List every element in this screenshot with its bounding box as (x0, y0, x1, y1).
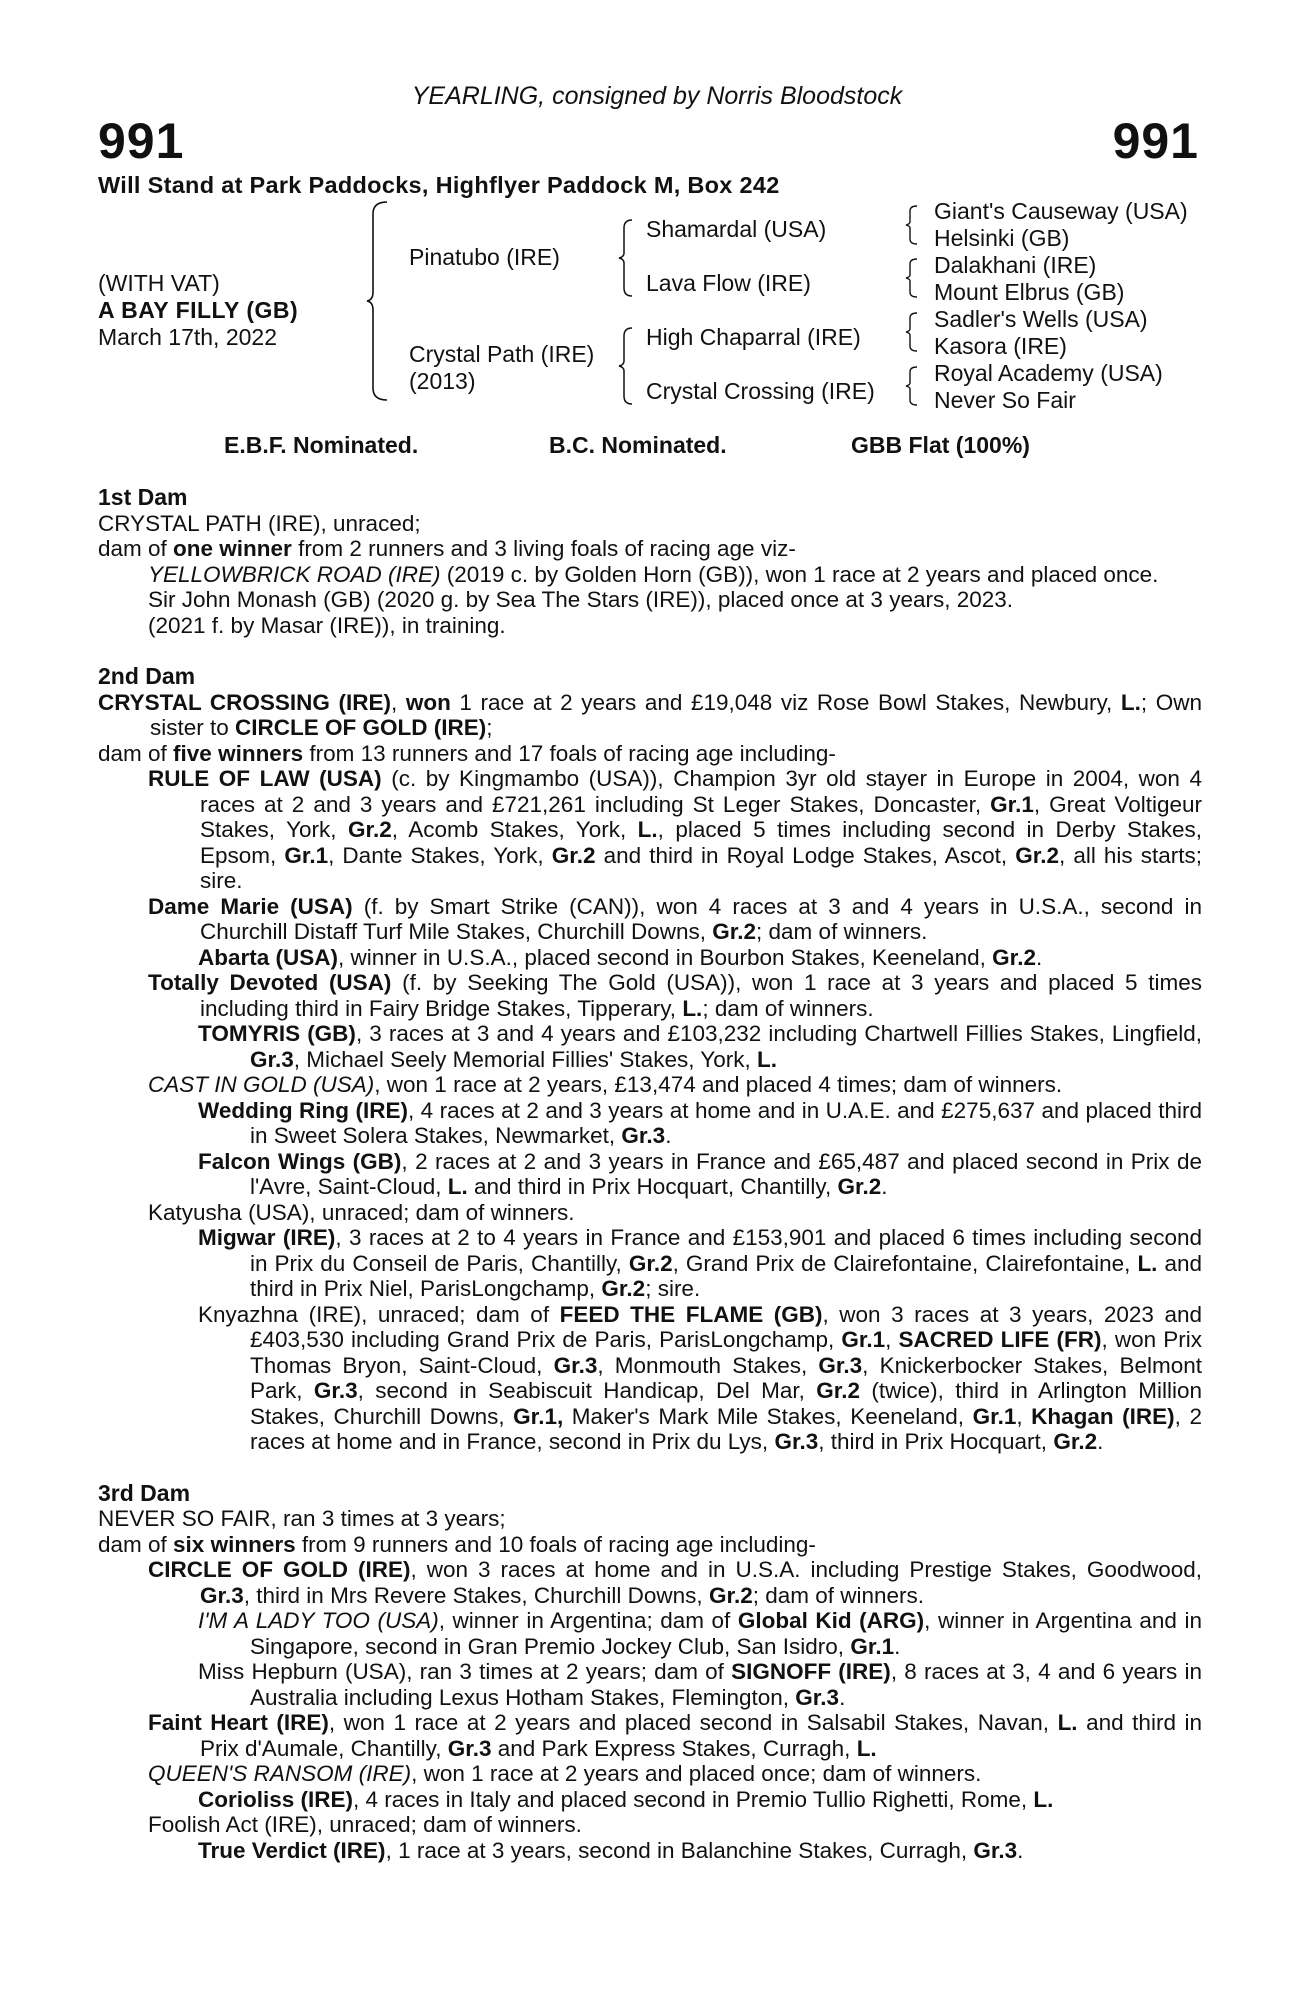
pedigree-brace-dam (617, 326, 635, 406)
gg-7: Royal Academy (USA) (934, 360, 1163, 386)
produce-entry: RULE OF LAW (USA) (c. by Kingmambo (USA)), Champion 3yr old stayer in Europe in 2004, won 4 races at 2 and 3 years and £721,261 including St Leger Stakes, Doncaster, Gr.1, Great Voltigeur Stakes, York, Gr.2, Acomb Stakes, York, L., placed 5 times including second in Derby Stakes, Epsom, Gr.1, Dante Stakes, York, Gr.2 and third in Royal Lodge Stakes, Ascot, Gr.2, all his starts; sire. (148, 766, 1202, 893)
dam-sire: High Chaparral (IRE) (646, 324, 861, 350)
brace-g1 (904, 204, 920, 246)
lot-number-right: 991 (1112, 113, 1199, 169)
gg-3: Dalakhani (IRE) (934, 252, 1097, 278)
gg-6: Kasora (IRE) (934, 333, 1067, 359)
first-dam-summary: dam of one winner from 2 runners and 3 living foals of racing age viz- (98, 536, 796, 561)
third-dam-heading: 3rd Dam (98, 1479, 191, 1506)
brace-g2 (904, 257, 920, 299)
third-dam-summary: dam of six winners from 9 runners and 10 foals of racing age including- (98, 1531, 816, 1557)
produce-entry: Foolish Act (IRE), unraced; dam of winners. (148, 1812, 582, 1837)
brace-g3 (904, 311, 920, 353)
pedigree-brace-sire (617, 218, 635, 298)
first-dam-heading: 1st Dam (98, 484, 188, 510)
second-dam-summary: dam of five winners from 13 runners and 17 foals of racing age including- (98, 740, 836, 766)
brace-g4 (904, 365, 920, 407)
foaling-date: March 17th, 2022 (98, 324, 278, 350)
produce-entry: Corioliss (IRE), 4 races in Italy and placed second in Premio Tullio Righetti, Rome, L. (198, 1786, 1054, 1812)
lot-name: A BAY FILLY (GB) (98, 297, 299, 323)
sire-sire: Shamardal (USA) (646, 216, 827, 242)
ebf-nomination: E.B.F. Nominated. (224, 432, 419, 458)
produce-entry: Miss Hepburn (USA), ran 3 times at 2 years; dam of SIGNOFF (IRE), 8 races at 3, 4 and 6 years in Australia including Lexus Hotham Stakes, Flemington, Gr.3. (198, 1659, 1203, 1710)
produce-entry: Wedding Ring (IRE), 4 races at 2 and 3 years at home and in U.A.E. and £275,637 and placed third in Sweet Solera Stakes, Newmarket, Gr.3. (198, 1097, 1202, 1148)
vat-note: (WITH VAT) (98, 270, 220, 296)
produce-entry: Migwar (IRE), 3 races at 2 to 4 years in France and £153,901 and placed 6 times including second in Prix du Conseil de Paris, Chantilly, Gr.2, Grand Prix de Clairefontaine, Clairefontaine, L. and third in Prix Niel, ParisLongchamp, Gr.2; sire. (198, 1225, 1202, 1301)
produce-entry: Dame Marie (USA) (f. by Smart Strike (CAN)), won 4 races at 3 and 4 years in U.S.A., second in Churchill Distaff Turf Mile Stakes, Churchill Downs, Gr.2; dam of winners. (148, 893, 1202, 944)
sire: Pinatubo (IRE) (409, 244, 560, 270)
produce-entry: QUEEN'S RANSOM (IRE), won 1 race at 2 years and placed once; dam of winners. (148, 1761, 982, 1786)
produce-entry: (2021 f. by Masar (IRE)), in training. (148, 612, 506, 638)
produce-entry: CAST IN GOLD (USA), won 1 race at 2 years, £13,474 and placed 4 times; dam of winners. (148, 1072, 1063, 1097)
produce-entry: Faint Heart (IRE), won 1 race at 2 years and placed second in Salsabil Stakes, Navan, L. and third in Prix d'Aumale, Chantilly, Gr.3 and Park Express Stakes, Curragh, L. (148, 1710, 1203, 1761)
gg-5: Sadler's Wells (USA) (934, 306, 1148, 332)
produce-entry: CIRCLE OF GOLD (IRE), won 3 races at home and in U.S.A. including Prestige Stakes, Goodwood, Gr.3, third in Mrs Revere Stakes, Churchill Downs, Gr.2; dam of winners. (148, 1557, 1202, 1608)
produce-entry: Knyazhna (IRE), unraced; dam of FEED THE FLAME (GB), won 3 races at 3 years, 2023 and £403,530 including Grand Prix de Paris, ParisLongchamp, Gr.1, SACRED LIFE (FR), won Prix Thomas Bryon, Saint-Cloud, Gr.3, Monmouth Stakes, Gr.3, Knickerbocker Stakes, Belmont Park, Gr.3, second in Seabiscuit Handicap, Del Mar, Gr.2 (twice), third in Arlington Million Stakes, Churchill Downs, Gr.1, Maker's Mark Mile Stakes, Keeneland, Gr.1, Khagan (IRE), 2 races at home and in France, second in Prix du Lys, Gr.3, third in Prix Hocquart, Gr.2. (198, 1301, 1203, 1454)
lot-description (98, 270, 298, 351)
gg-8: Never So Fair (934, 387, 1076, 413)
produce-record (98, 485, 1202, 1863)
dam: Crystal Path (IRE) (409, 341, 595, 367)
produce-entry: Totally Devoted (USA) (f. by Seeking The Gold (USA)), won 1 race at 3 years and placed 5 times including third in Fairy Bridge Stakes, Tipperary, L.; dam of winners. (148, 970, 1202, 1021)
stand-location: Will Stand at Park Paddocks, Highflyer Paddock M, Box 242 (98, 172, 780, 198)
dam-dam: Crystal Crossing (IRE) (646, 378, 875, 404)
bc-nomination: B.C. Nominated. (549, 432, 727, 458)
produce-entry: I'M A LADY TOO (USA), winner in Argentina; dam of Global Kid (ARG), winner in Argentina and in Singapore, second in Gran Premio Jockey Club, San Isidro, Gr.1. (198, 1608, 1202, 1659)
gbb-flat: GBB Flat (100%) (851, 432, 1030, 458)
third-dam-line: NEVER SO FAIR, ran 3 times at 3 years; (98, 1506, 506, 1531)
first-dam-line: CRYSTAL PATH (IRE), unraced; (98, 510, 421, 536)
gg-4: Mount Elbrus (GB) (934, 279, 1125, 305)
consignment-line: YEARLING, consigned by Norris Bloodstock (411, 82, 903, 110)
gg-1: Giant's Causeway (USA) (934, 198, 1188, 224)
produce-entry: True Verdict (IRE), 1 race at 3 years, second in Balanchine Stakes, Curragh, Gr.3. (198, 1837, 1024, 1863)
second-dam-heading: 2nd Dam (98, 663, 196, 689)
produce-entry: TOMYRIS (GB), 3 races at 3 and 4 years and £103,232 including Chartwell Fillies Stakes, Lingfield, Gr.3, Michael Seely Memorial Fillies' Stakes, York, L. (198, 1021, 1202, 1072)
pedigree-brace-main (365, 200, 391, 402)
gg-2: Helsinki (GB) (934, 225, 1070, 251)
pedigree-table (0, 198, 1314, 428)
produce-entry: Abarta (USA), winner in U.S.A., placed second in Bourbon Stakes, Keeneland, Gr.2. (198, 944, 1043, 970)
dam-year: (2013) (409, 368, 476, 394)
lot-number-left: 991 (98, 113, 185, 169)
second-dam-intro: CRYSTAL CROSSING (IRE), won 1 race at 2 years and £19,048 viz Rose Bowl Stakes, Newbury, L.; Own sister to CIRCLE OF GOLD (IRE); (98, 689, 1202, 740)
produce-entry: Katyusha (USA), unraced; dam of winners. (148, 1199, 575, 1225)
produce-entry: Falcon Wings (GB), 2 races at 2 and 3 years in France and £65,487 and placed second in Prix de l'Avre, Saint-Cloud, L. and third in Prix Hocquart, Chantilly, Gr.2. (198, 1148, 1202, 1199)
produce-entry: YELLOWBRICK ROAD (IRE) (2019 c. by Golden Horn (GB)), won 1 race at 2 years and placed once. (148, 561, 1159, 587)
produce-entry: Sir John Monash (GB) (2020 g. by Sea The Stars (IRE)), placed once at 3 years, 2023. (148, 587, 1014, 612)
sire-dam: Lava Flow (IRE) (646, 270, 811, 296)
